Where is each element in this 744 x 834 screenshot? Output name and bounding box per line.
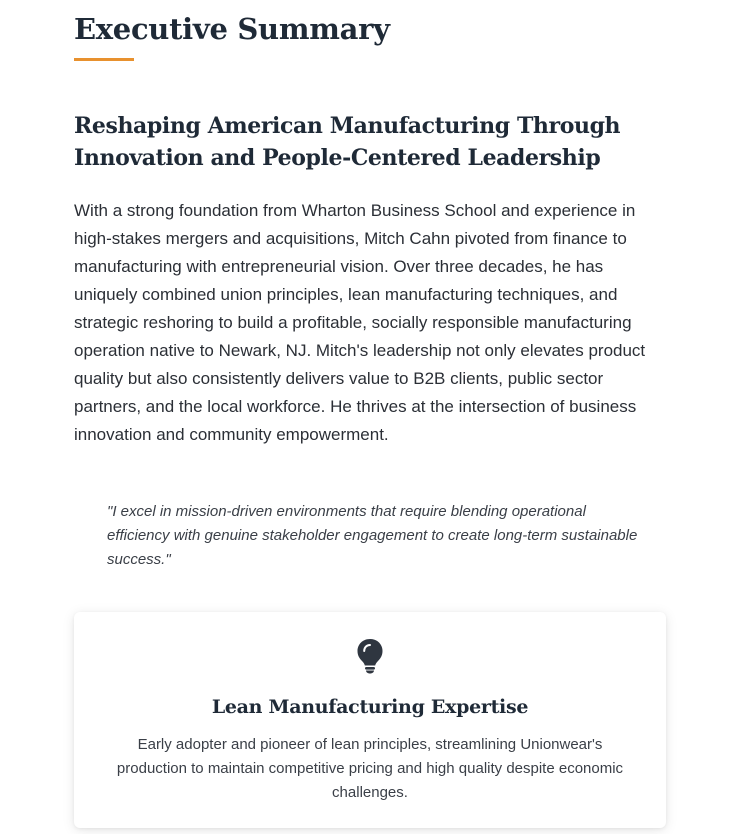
headline: Reshaping American Manufacturing Through Innovation and People-Centered Leadership (74, 113, 621, 171)
title-underline (74, 58, 134, 61)
expertise-card (74, 612, 666, 828)
section-title: Executive Summary (74, 12, 390, 46)
card-title: Lean Manufacturing Expertise (211, 696, 529, 718)
card-description: Early adopter and pioneer of lean principles, streamlining Unionwear's production to maintain competitive pricing and high quality despite economic challenges. (116, 736, 624, 801)
lightbulb-icon (356, 638, 384, 674)
quote: "I excel in mission-driven environments that require blending operational efficiency with genuine stakeholder engagement to create long-term sustainable success." (107, 503, 638, 568)
summary-paragraph: With a strong foundation from Wharton Business School and experience in high-stakes mergers and acquisitions, Mitch Cahn pivoted from finance to manufacturing with entrepreneurial vision. Over three decades, he has uniquely combined union principles, lean manufacturing techniques, and strategic reshoring to build a profitable, socially responsible manufacturing operation native to Newark, NJ. Mitch's leadership not only elevates product quality but also consistently delivers value to B2B clients, public sector partners, and the local workforce. He thrives at the intersection of business innovation and community empowerment. (74, 201, 646, 444)
